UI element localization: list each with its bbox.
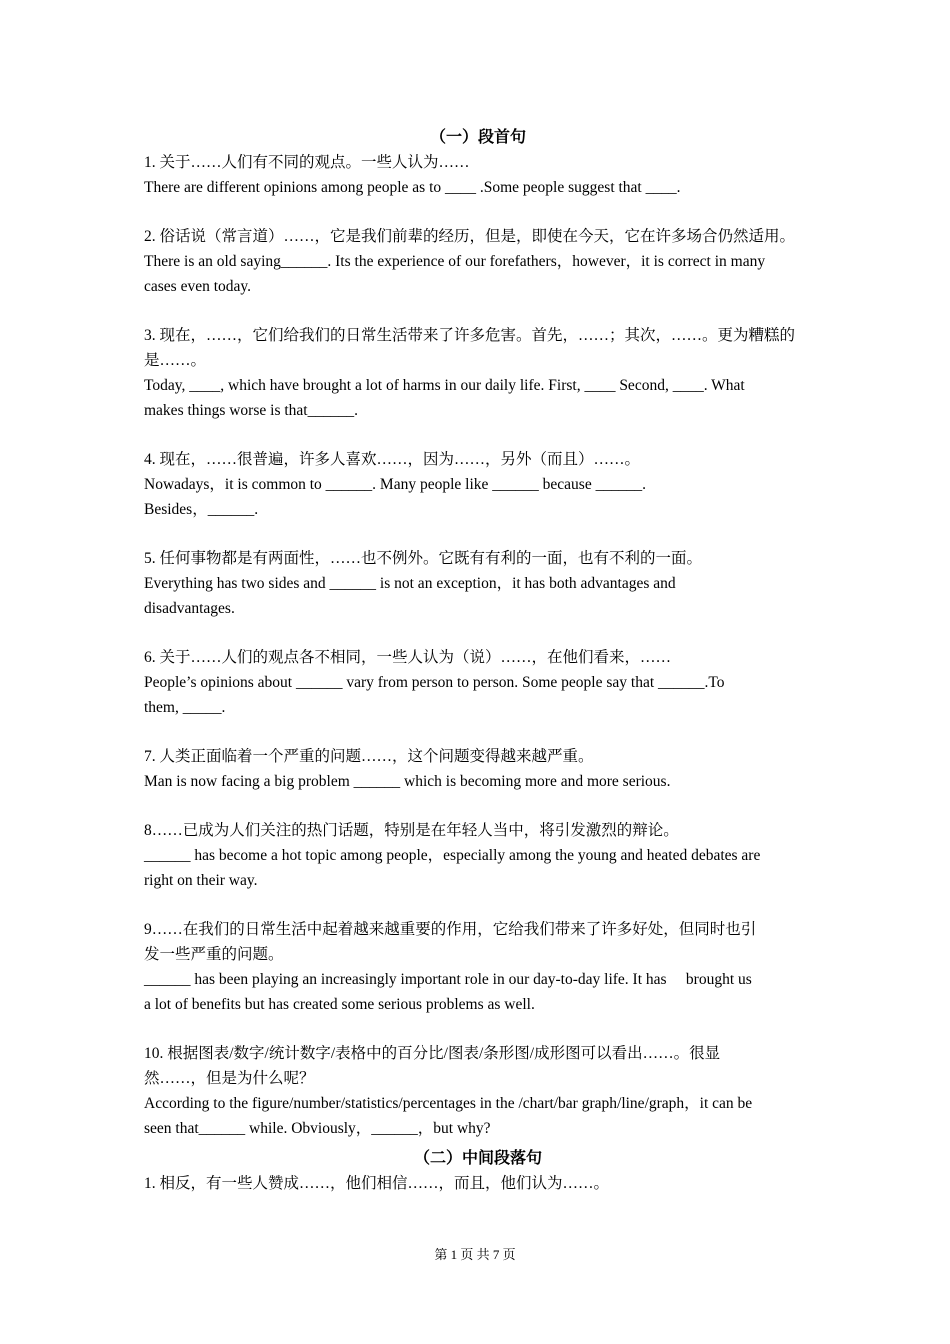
text-line: disadvantages.	[144, 600, 235, 617]
section-title-1: （一）段首句	[429, 129, 526, 146]
text-line: 6. 关于……人们的观点各不相同，一些人认为（说）……，在他们看来，……	[144, 649, 672, 666]
text-line: Today, ____, which have brought a lot of harms in our daily life. First, ____ Second, ____. What	[144, 377, 745, 394]
list-item	[144, 1171, 812, 1196]
section-title-2: （二）中间段落句	[413, 1150, 542, 1167]
text-line: right on their way.	[144, 872, 258, 889]
text-line: seen that______ while. Obviously，______，but why?	[144, 1120, 491, 1137]
page-number-footer: 第 1 页 共 7 页	[434, 1247, 516, 1262]
text-line: According to the figure/number/statistics/percentages in the /chart/bar graph/line/graph，it can be	[144, 1095, 753, 1112]
text-line: Besides，______.	[144, 501, 259, 518]
text-line: Man is now facing a big problem ______ which is becoming more and more serious.	[144, 773, 671, 790]
text-line: 1. 相反，有一些人赞成……，他们相信……，而且，他们认为……。	[144, 1175, 610, 1192]
text-line: Nowadays，it is common to ______. Many people like ______ because ______.	[144, 476, 646, 493]
text-line: a lot of benefits but has created some serious problems as well.	[144, 996, 535, 1013]
text-line: There is an old saying______. Its the experience of our forefathers，however，it is correct in many	[144, 253, 766, 270]
list-item	[144, 744, 812, 794]
text-line: 3. 现在，……，它们给我们的日常生活带来了许多危害。首先，……；其次，……。更为糟糕的	[144, 327, 796, 344]
text-line: cases even today.	[144, 278, 252, 295]
list-item	[144, 818, 812, 893]
text-line: There are different opinions among people as to ____ .Some people suggest that ____.	[144, 179, 681, 196]
list-item	[144, 546, 812, 621]
text-line: them, _____.	[144, 699, 226, 716]
text-line: 10. 根据图表/数字/统计数字/表格中的百分比/图表/条形图/成形图可以看出……。很显	[144, 1045, 721, 1062]
list-item	[144, 323, 812, 423]
text-line: 1. 关于……人们有不同的观点。一些人认为……	[144, 154, 470, 171]
text-line: ______ has been playing an increasingly important role in our day-to-day life. It has brought us	[144, 971, 752, 988]
list-item	[144, 917, 812, 1017]
text-line: ______ has become a hot topic among people，especially among the young and heated debates are	[144, 847, 761, 864]
list-item	[144, 150, 812, 200]
section-1-items	[144, 150, 812, 1141]
list-item	[144, 224, 812, 299]
text-line: 7. 人类正面临着一个严重的问题……，这个问题变得越来越严重。	[144, 748, 594, 765]
text-line: Everything has two sides and ______ is not an exception，it has both advantages and	[144, 575, 676, 592]
text-line: 是……。	[144, 352, 207, 369]
text-line: 9……在我们的日常生活中起着越来越重要的作用，它给我们带来了许多好处，但同时也引	[144, 921, 757, 938]
text-line: 发一些严重的问题。	[144, 946, 284, 963]
text-line: People’s opinions about ______ vary from person to person. Some people say that ______.To	[144, 674, 725, 691]
section-2-items	[144, 1171, 812, 1196]
text-line: 2. 俗话说（常言道）……，它是我们前辈的经历，但是，即使在今天，它在许多场合仍然适用。	[144, 228, 796, 245]
list-item	[144, 447, 812, 522]
text-line: makes things worse is that______.	[144, 402, 358, 419]
text-line: 4. 现在，……很普遍，许多人喜欢……，因为……，另外（而且）……。	[144, 451, 641, 468]
text-line: 5. 任何事物都是有两面性，……也不例外。它既有有利的一面，也有不利的一面。	[144, 550, 703, 567]
document-page	[144, 126, 812, 1202]
text-line: 8……已成为人们关注的热门话题，特别是在年轻人当中，将引发激烈的辩论。	[144, 822, 679, 839]
list-item	[144, 645, 812, 720]
list-item	[144, 1041, 812, 1141]
text-line: 然……，但是为什么呢？	[144, 1070, 315, 1087]
